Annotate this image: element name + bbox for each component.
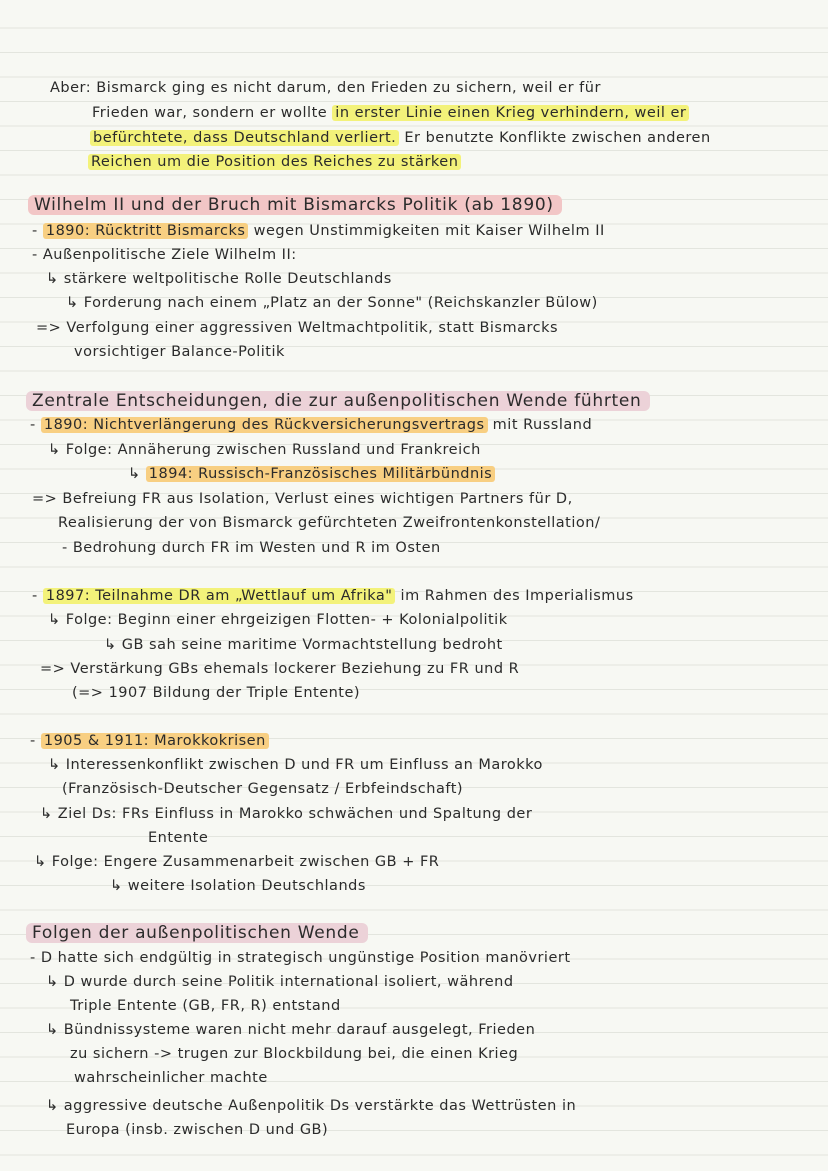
afrika-line-2: ↳ Folge: Beginn einer ehrgeizigen Flotten- + Kolonialpolitik: [48, 612, 508, 628]
wilhelm-line-2: - Außenpolitische Ziele Wilhelm II:: [32, 247, 297, 263]
wilhelm-line-5: => Verfolgung einer aggressiven Weltmachtpolitik, statt Bismarcks: [36, 320, 559, 336]
intro-line-4: [88, 152, 461, 172]
heading-folgen-text: Folgen der außenpolitischen Wende: [26, 923, 368, 943]
highlight-militaerbuendnis: 1894: Russisch-Französisches Militärbündnis: [146, 466, 495, 482]
marokko-line-7: ↳ weitere Isolation Deutschlands: [110, 878, 366, 894]
afrika-line-1-text: im Rahmen des Imperialismus: [395, 588, 634, 604]
wilhelm-line-3: ↳ stärkere weltpolitische Rolle Deutschlands: [46, 271, 392, 287]
intro-line-3-text: Er benutzte Konflikte zwischen anderen: [399, 130, 711, 146]
intro-line-2-text: Frieden war, sondern er wollte: [92, 105, 333, 121]
marokko-line-5: Entente: [148, 830, 209, 846]
wilhelm-line-4: ↳ Forderung nach einem „Platz an der Sonne" (Reichskanzler Bülow): [66, 295, 598, 311]
entsch-line-6: - Bedrohung durch FR im Westen und R im Osten: [62, 540, 441, 556]
afrika-line-4: => Verstärkung GBs ehemals lockerer Beziehung zu FR und R: [40, 661, 520, 677]
bullet-dash: -: [30, 417, 41, 433]
heading-wilhelm: [28, 195, 562, 215]
folgen-line-1: - D hatte sich endgültig in strategisch ungünstige Position manövriert: [30, 950, 571, 966]
marokko-line-2: ↳ Interessenkonflikt zwischen D und FR um Einfluss an Marokko: [48, 757, 543, 773]
entsch-line-1-text: mit Russland: [487, 417, 593, 433]
wilhelm-line-6: vorsichtiger Balance-Politik: [74, 344, 285, 360]
intro-highlight-krieg: in erster Linie einen Krieg verhindern, weil er: [332, 105, 689, 121]
folgen-line-6: wahrscheinlicher machte: [74, 1070, 268, 1086]
arrow-glyph: ↳: [128, 466, 146, 482]
bullet-dash: -: [30, 733, 41, 749]
heading-folgen: [26, 923, 368, 943]
marokko-line-1: [30, 731, 269, 751]
folgen-line-5: zu sichern -> trugen zur Blockbildung bei, die einen Krieg: [70, 1046, 519, 1062]
wilhelm-line-1-text: wegen Unstimmigkeiten mit Kaiser Wilhelm II: [248, 223, 605, 239]
folgen-line-8: Europa (insb. zwischen D und GB): [66, 1122, 329, 1138]
entsch-line-2: ↳ Folge: Annäherung zwischen Russland und Frankreich: [48, 442, 481, 458]
highlight-ruecktritt: 1890: Rücktritt Bismarcks: [43, 223, 249, 239]
highlight-wettlauf: 1897: Teilnahme DR am „Wettlauf um Afrika": [43, 588, 396, 604]
entsch-line-5: Realisierung der von Bismarck gefürchteten Zweifrontenkonstellation/: [58, 515, 601, 531]
intro-line-2: [92, 103, 689, 123]
afrika-line-5: (=> 1907 Bildung der Triple Entente): [72, 685, 361, 701]
marokko-line-6: ↳ Folge: Engere Zusammenarbeit zwischen GB + FR: [34, 854, 440, 870]
intro-line-1: Aber: Bismarck ging es nicht darum, den Frieden zu sichern, weil er für: [50, 80, 601, 96]
folgen-line-4: ↳ Bündnissysteme waren nicht mehr darauf ausgelegt, Frieden: [46, 1022, 536, 1038]
bullet-dash: -: [32, 223, 43, 239]
heading-entscheidungen: [26, 391, 650, 411]
intro-line-3: [90, 128, 711, 148]
intro-highlight-verliert: befürchtete, dass Deutschland verliert.: [90, 130, 399, 146]
heading-entscheidungen-text: Zentrale Entscheidungen, die zur außenpolitischen Wende führten: [26, 391, 650, 411]
heading-wilhelm-text: Wilhelm II und der Bruch mit Bismarcks Politik (ab 1890): [28, 195, 562, 215]
entsch-line-1: [30, 415, 592, 435]
intro-highlight-position: Reichen um die Position des Reiches zu stärken: [88, 154, 461, 170]
bullet-dash: -: [32, 588, 43, 604]
afrika-line-3: ↳ GB sah seine maritime Vormachtstellung bedroht: [104, 637, 503, 653]
wilhelm-line-1: [32, 221, 605, 241]
highlight-rueckversicherung: 1890: Nichtverlängerung des Rückversicherungsvertrags: [41, 417, 488, 433]
entsch-line-4: => Befreiung FR aus Isolation, Verlust eines wichtigen Partners für D,: [32, 491, 573, 507]
folgen-line-7: ↳ aggressive deutsche Außenpolitik Ds verstärkte das Wettrüsten in: [46, 1098, 577, 1114]
folgen-line-2: ↳ D wurde durch seine Politik international isoliert, während: [46, 974, 514, 990]
highlight-marokkokrisen: 1905 & 1911: Marokkokrisen: [41, 733, 269, 749]
marokko-line-4: ↳ Ziel Ds: FRs Einfluss in Marokko schwächen und Spaltung der: [40, 806, 533, 822]
folgen-line-3: Triple Entente (GB, FR, R) entstand: [70, 998, 341, 1014]
entsch-line-3: [128, 464, 495, 484]
marokko-line-3: (Französisch-Deutscher Gegensatz / Erbfeindschaft): [62, 781, 464, 797]
afrika-line-1: [32, 586, 634, 606]
